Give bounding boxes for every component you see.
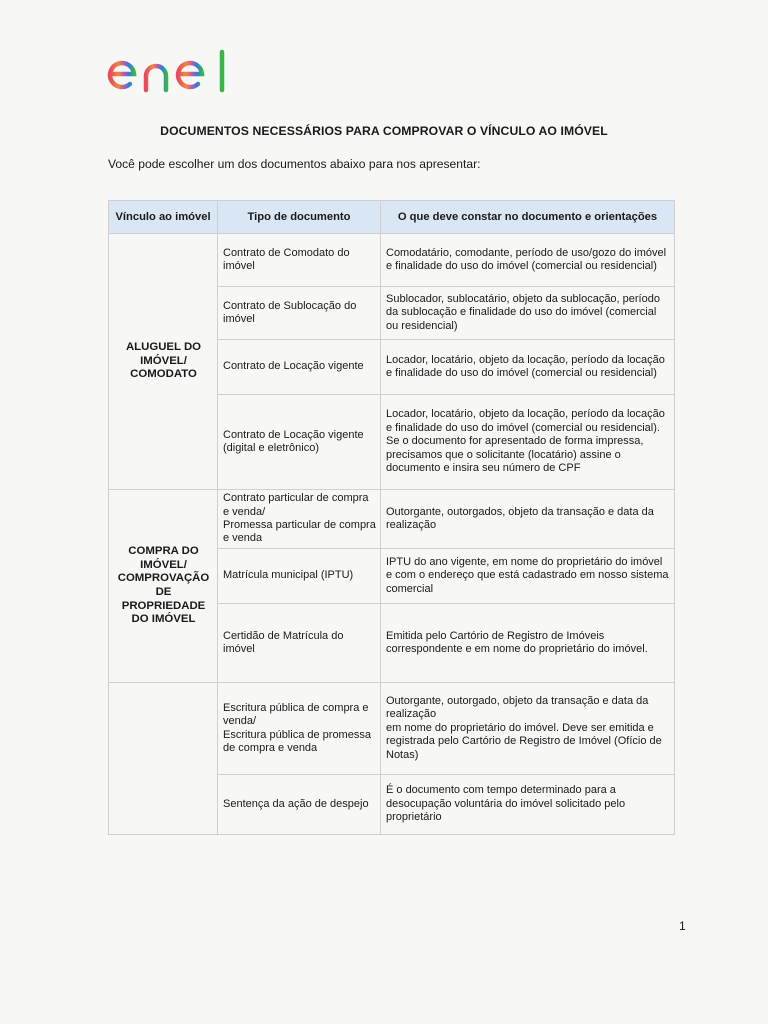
orientacao-cell: Outorgante, outorgado, objeto da transação e data da realização em nome do proprietário do imóvel. Deve ser emitida e registrada pelo Cartório de Registro de Imóvel (Ofício de Notas): [381, 683, 675, 775]
orientacao-cell: Locador, locatário, objeto da locação, período da locação e finalidade do uso do imóvel (comercial ou residencial). Se o documento for apresentado de forma impressa, precisamos que o solicitante (locatário) assine o documento e insira seu número de CPF: [381, 395, 675, 490]
orientacao-cell: Sublocador, sublocatário, objeto da sublocação, período da sublocação e finalidade do uso do imóvel (comercial ou residencial): [381, 287, 675, 340]
orientacao-cell: IPTU do ano vigente, em nome do proprietário do imóvel e com o endereço que está cadastrado em nosso sistema comercial: [381, 549, 675, 604]
tipo-cell: Escritura pública de compra e venda/ Escritura pública de promessa de compra e venda: [218, 683, 381, 775]
tipo-cell: Contrato de Locação vigente: [218, 340, 381, 395]
tipo-cell: Contrato de Sublocação do imóvel: [218, 287, 381, 340]
tipo-cell: Contrato particular de compra e venda/ Promessa particular de compra e venda: [218, 490, 381, 549]
orientacao-cell: Comodatário, comodante, período de uso/gozo do imóvel e finalidade do uso do imóvel (comercial ou residencial): [381, 234, 675, 287]
tipo-cell: Certidão de Matrícula do imóvel: [218, 604, 381, 683]
document-title: DOCUMENTOS NECESSÁRIOS PARA COMPROVAR O VÍNCULO AO IMÓVEL: [160, 124, 608, 138]
table-row: [109, 490, 675, 549]
orientacao-cell: Locador, locatário, objeto da locação, período da locação e finalidade do uso do imóvel (comercial ou residencial): [381, 340, 675, 395]
header-orientacoes: O que deve constar no documento e orientações: [381, 201, 675, 234]
header-tipo: Tipo de documento: [218, 201, 381, 234]
orientacao-cell: Outorgante, outorgados, objeto da transação e data da realização: [381, 490, 675, 549]
category-compra: COMPRA DO IMÓVEL/ COMPROVAÇÃO DE PROPRIEDADE DO IMÓVEL: [109, 490, 218, 683]
enel-logo: [104, 46, 240, 100]
orientacao-cell: É o documento com tempo determinado para a desocupação voluntária do imóvel solicitado pelo proprietário: [381, 775, 675, 835]
table-row: [109, 683, 675, 775]
tipo-cell: Contrato de Comodato do imóvel: [218, 234, 381, 287]
category-empty: [109, 683, 218, 835]
table-row: [109, 234, 675, 287]
header-vinculo: Vínculo ao imóvel: [109, 201, 218, 234]
table-header-row: [109, 201, 675, 234]
page-number: 1: [679, 919, 686, 933]
tipo-cell: Contrato de Locação vigente (digital e eletrônico): [218, 395, 381, 490]
documents-table: [108, 200, 675, 835]
tipo-cell: Sentença da ação de despejo: [218, 775, 381, 835]
tipo-cell: Matrícula municipal (IPTU): [218, 549, 381, 604]
category-aluguel: ALUGUEL DO IMÓVEL/ COMODATO: [109, 234, 218, 490]
orientacao-cell: Emitida pelo Cartório de Registro de Imóveis correspondente e em nome do proprietário do imóvel.: [381, 604, 675, 683]
intro-text: Você pode escolher um dos documentos abaixo para nos apresentar:: [108, 157, 481, 171]
